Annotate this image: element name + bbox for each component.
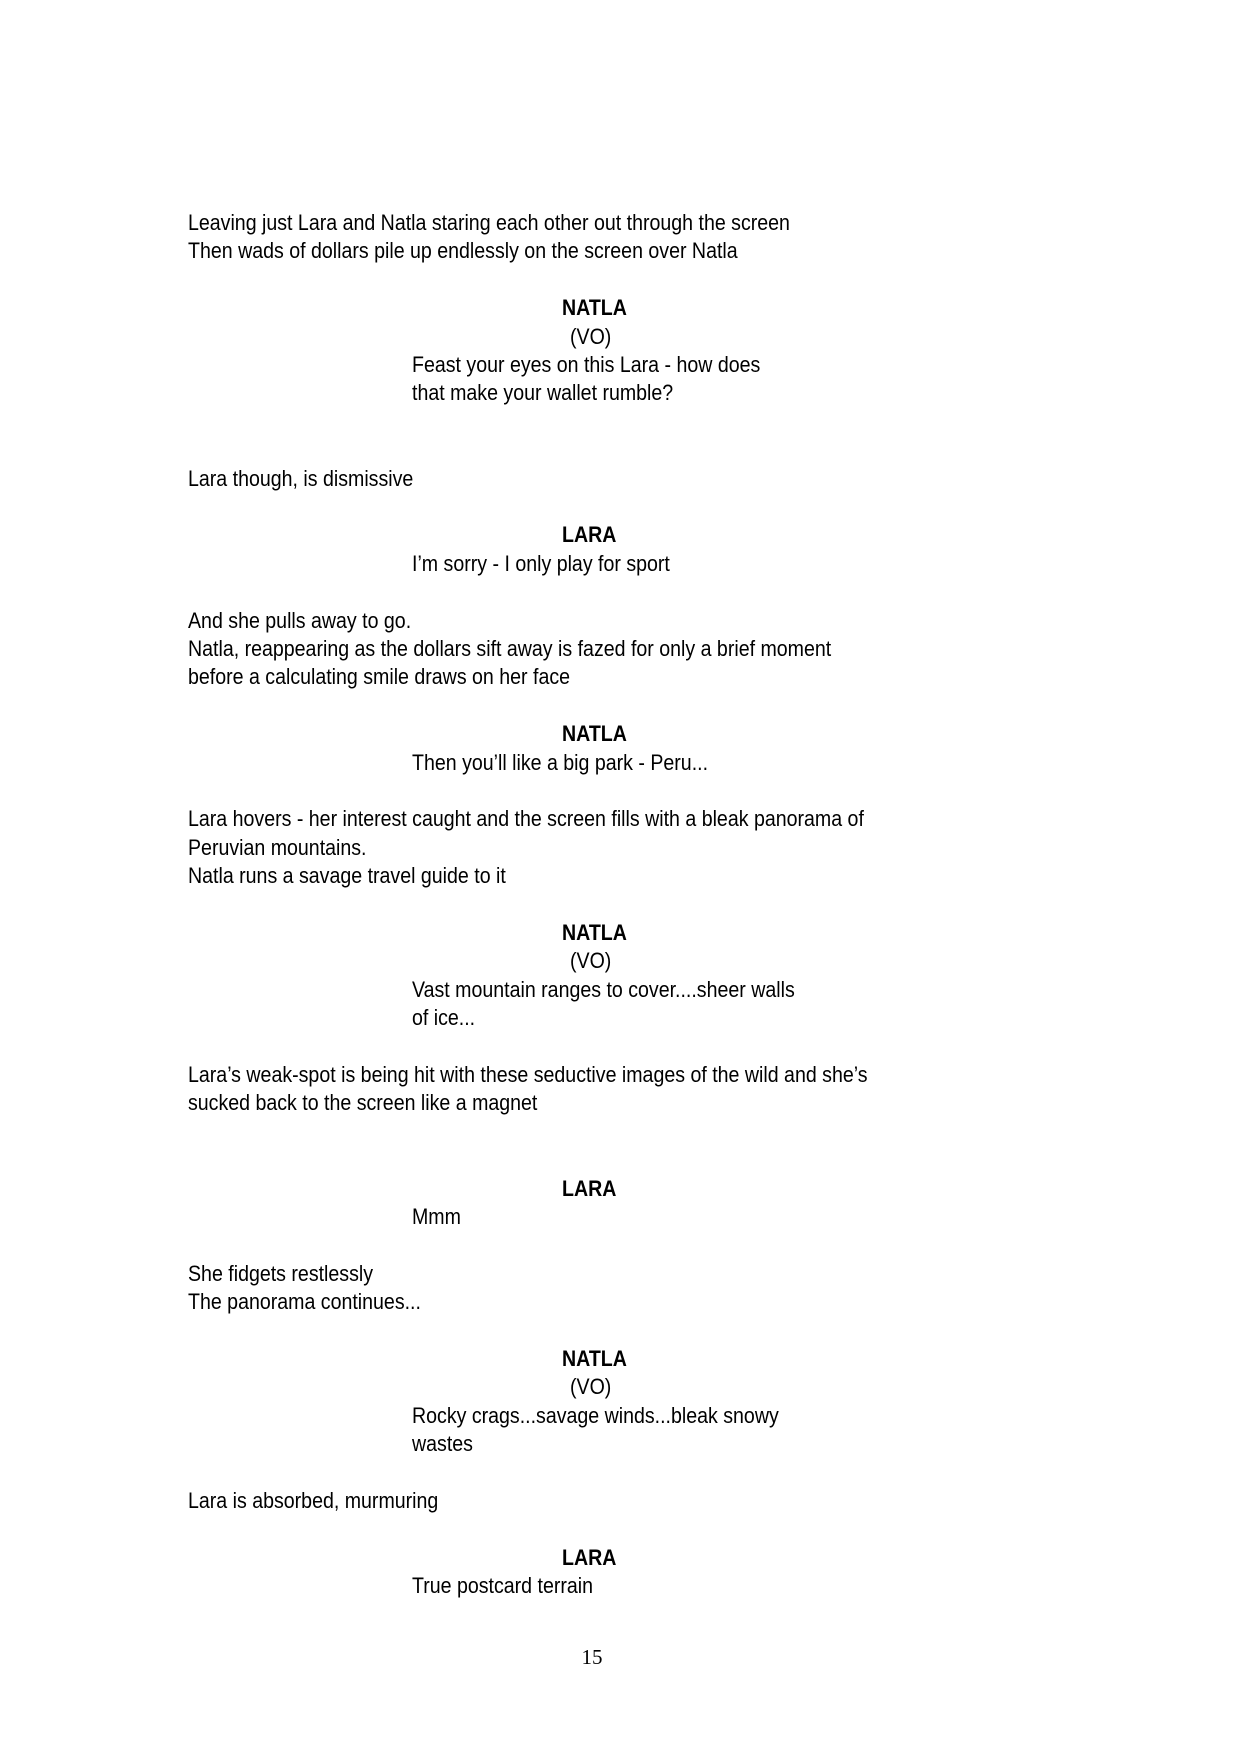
character-cue: LARA — [562, 522, 617, 548]
character-cue: NATLA — [562, 295, 627, 321]
dialogue-line: Rocky crags...savage winds...bleak snowy — [412, 1402, 779, 1428]
dialogue-line: wastes — [412, 1431, 473, 1457]
action-line: Lara hovers - her interest caught and the screen fills with a bleak panorama of — [188, 806, 864, 832]
action-line: Lara is absorbed, murmuring — [188, 1488, 439, 1513]
dialogue-line: Then you’ll like a big park - Peru... — [412, 749, 709, 775]
action-line: Lara’s weak-spot is being hit with these seductive images of the wild and she’s — [188, 1062, 868, 1087]
action-line: And she pulls away to go. — [188, 607, 412, 633]
action-line: Peruvian mountains. — [188, 834, 367, 860]
action-line: Then wads of dollars pile up endlessly on the screen over Natla — [188, 238, 738, 264]
dialogue-line: True postcard terrain — [412, 1573, 594, 1599]
dialogue-line: Mmm — [412, 1204, 461, 1229]
action-line: Natla runs a savage travel guide to it — [188, 863, 506, 889]
action-line: Leaving just Lara and Natla staring each other out through the screen — [188, 210, 790, 235]
character-cue: LARA — [562, 1544, 617, 1570]
dialogue-line: Vast mountain ranges to cover....sheer walls — [412, 976, 795, 1002]
character-cue: LARA — [562, 1175, 617, 1201]
dialogue-line: of ice... — [412, 1005, 476, 1031]
action-line: Lara though, is dismissive — [188, 465, 414, 491]
action-line: The panorama continues... — [188, 1289, 421, 1315]
dialogue-line: that make your wallet rumble? — [412, 380, 674, 406]
action-line: She fidgets restlessly — [188, 1260, 374, 1286]
dialogue-line: Feast your eyes on this Lara - how does — [412, 352, 761, 377]
dialogue-parenthetical: (VO) — [570, 323, 612, 349]
action-line: before a calculating smile draws on her face — [188, 664, 571, 690]
dialogue-parenthetical: (VO) — [570, 948, 612, 974]
character-cue: NATLA — [562, 721, 627, 747]
dialogue-line: I’m sorry - I only play for sport — [412, 550, 670, 576]
action-line: sucked back to the screen like a magnet — [188, 1090, 538, 1116]
action-line: Natla, reappearing as the dollars sift away is fazed for only a brief moment — [188, 636, 832, 661]
character-cue: NATLA — [562, 1346, 627, 1371]
page-number: 15 — [581, 1645, 603, 1669]
dialogue-parenthetical: (VO) — [570, 1374, 612, 1400]
character-cue: NATLA — [562, 920, 627, 945]
